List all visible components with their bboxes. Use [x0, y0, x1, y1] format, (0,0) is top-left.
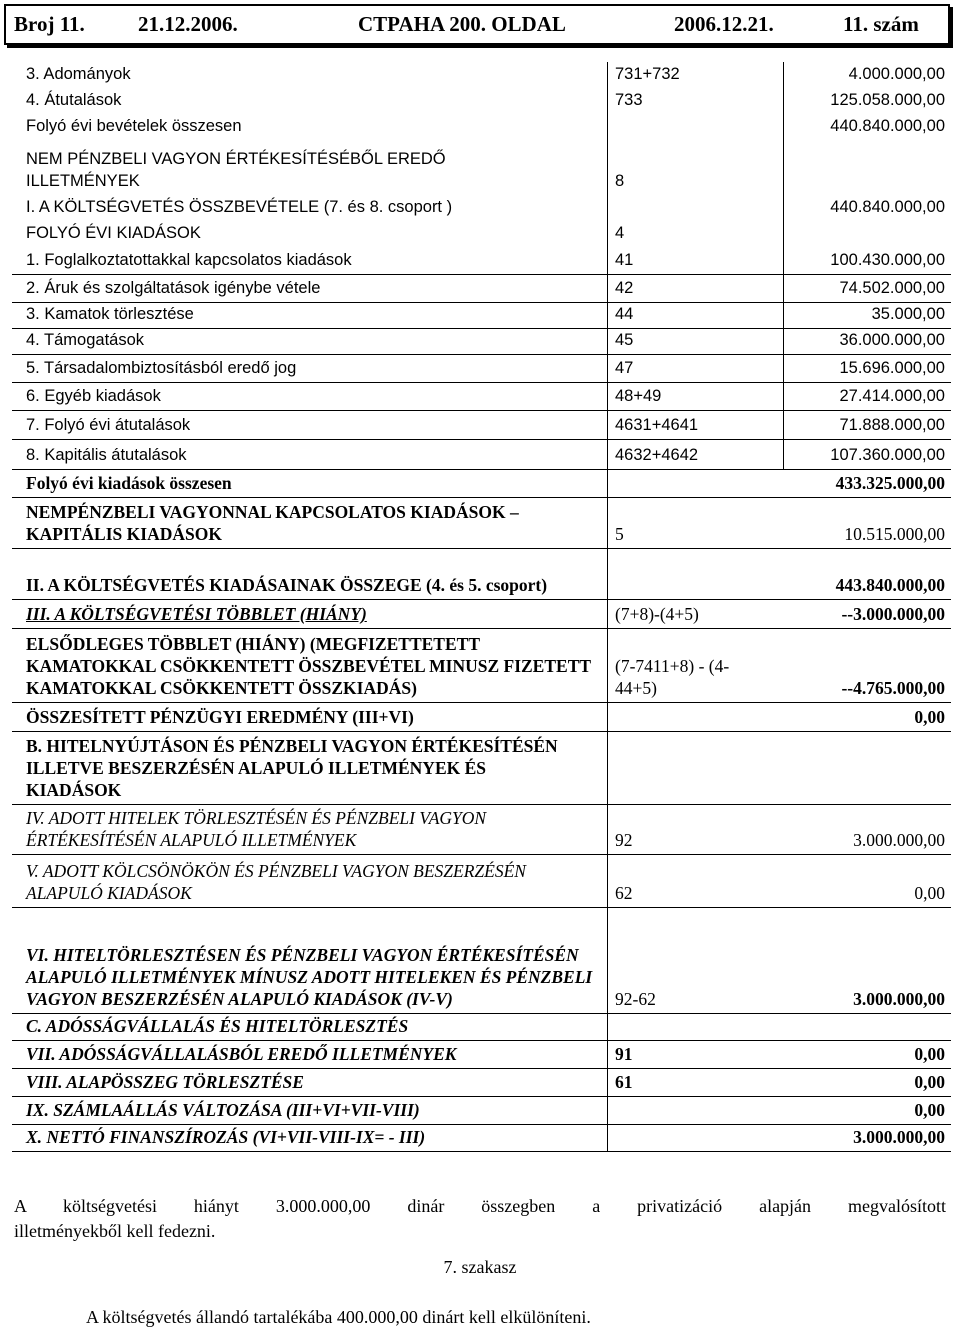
- deficit-paragraph: A költségvetési hiányt 3.000.000,00 dinár összegben a privatizáció alapján megvalósított: [14, 1196, 946, 1216]
- row-code: 61: [615, 1072, 633, 1092]
- row-label: NEMPÉNZBELI VAGYONNAL KAPCSOLATOS KIADÁSOK – KAPITÁLIS KIADÁSOK: [26, 502, 519, 544]
- row-label: 8. Kapitális átutalások: [26, 446, 187, 464]
- row-code: 42: [615, 279, 634, 297]
- row-label: 7. Folyó évi átutalások: [26, 416, 191, 434]
- row-code: 731+732: [615, 65, 680, 83]
- table-row: [12, 855, 951, 908]
- row-amount: 440.840.000,00: [830, 198, 945, 216]
- issue-number-hu: 11. szám: [843, 12, 919, 36]
- row-amount: 74.502.000,00: [839, 279, 945, 297]
- row-code: 41: [615, 251, 634, 269]
- row-label: X. NETTÓ FINANSZÍROZÁS (VI+VII-VIII-IX= - III): [26, 1127, 426, 1147]
- page-number: CTPAHA 200. OLDAL: [358, 12, 566, 36]
- table-row: [12, 247, 951, 275]
- table-row: [12, 629, 951, 703]
- row-label: 1. Foglalkoztatottakkal kapcsolatos kiadások: [26, 251, 352, 269]
- row-code: 44: [615, 305, 634, 323]
- reserve-paragraph: A költségvetés állandó tartalékába 400.000,00 dinárt kell elkülöníteni.: [86, 1307, 591, 1327]
- table-row: [12, 114, 951, 140]
- row-label: 4. Átutalások: [26, 91, 122, 109]
- row-code: 48+49: [615, 387, 662, 405]
- row-amount: 36.000.000,00: [839, 331, 945, 349]
- row-amount: 3.000.000,00: [853, 830, 945, 850]
- table-row: [12, 62, 951, 88]
- table-row: [12, 195, 951, 221]
- row-code: 5: [615, 524, 624, 544]
- row-amount: 3.000.000,00: [853, 1127, 945, 1147]
- row-amount: 107.360.000,00: [830, 446, 945, 464]
- row-amount: 125.058.000,00: [830, 91, 945, 109]
- row-code: (7-7411+8) - (4-44+5): [615, 656, 730, 698]
- row-amount: 10.515.000,00: [844, 524, 945, 544]
- row-amount: 0,00: [914, 1072, 945, 1092]
- row-code: 91: [615, 1044, 633, 1064]
- header-date-1: 21.12.2006.: [138, 12, 238, 36]
- row-code: 4631+4641: [615, 416, 699, 434]
- issue-number: Broj 11.: [14, 12, 85, 36]
- row-amount: 35.000,00: [871, 305, 945, 323]
- table-row: [12, 908, 951, 1014]
- row-label: 2. Áruk és szolgáltatások igénybe vétele: [26, 279, 321, 297]
- table-row: [12, 355, 951, 383]
- table-row: [12, 1014, 951, 1041]
- row-label: IV. ADOTT HITELEK TÖRLESZTÉSÉN ÉS PÉNZBELI VAGYON ÉRTÉKESÍTÉSÉN ALAPULÓ ILLETMÉNYEK: [26, 808, 487, 850]
- row-label: IX. SZÁMLAÁLLÁS VÁLTOZÁSA (III+VI+VII-VIII): [26, 1100, 420, 1120]
- table-row: [12, 470, 951, 498]
- row-amount: 433.325.000,00: [835, 473, 945, 493]
- row-code: 47: [615, 359, 634, 377]
- row-label: Folyó évi kiadások összesen: [26, 473, 232, 493]
- table-row: [12, 498, 951, 549]
- row-amount: --4.765.000,00: [841, 678, 945, 698]
- row-amount: 0,00: [914, 707, 945, 727]
- page-header: [4, 4, 950, 45]
- row-code: (7+8)-(4+5): [615, 604, 699, 624]
- row-code: 733: [615, 91, 643, 109]
- row-amount: 71.888.000,00: [839, 416, 945, 434]
- row-amount: 4.000.000,00: [848, 65, 945, 83]
- row-amount: 3.000.000,00: [853, 989, 945, 1009]
- table-row: [12, 440, 951, 470]
- row-amount: 15.696.000,00: [839, 359, 945, 377]
- row-code: 45: [615, 331, 634, 349]
- row-amount: 100.430.000,00: [830, 251, 945, 269]
- row-code: 8: [615, 172, 625, 190]
- table-row: [12, 303, 951, 329]
- table-row: [12, 140, 951, 195]
- row-amount: 0,00: [914, 1044, 945, 1064]
- row-label: VII. ADÓSSÁGVÁLLALÁSBÓL EREDŐ ILLETMÉNYEK: [26, 1044, 457, 1064]
- section-heading: 7. szakasz: [443, 1257, 517, 1277]
- row-label: I. A KÖLTSÉGVETÉS ÖSSZBEVÉTELE (7. és 8. csoport ): [26, 198, 453, 216]
- row-amount: 440.840.000,00: [830, 117, 945, 135]
- row-code: 92-62: [615, 989, 656, 1009]
- row-label: B. HITELNYÚJTÁSON ÉS PÉNZBELI VAGYON ÉRTÉKESÍTÉSÉN ILLETVE BESZERZÉSÉN ALAPULÓ ILLETMÉNYEK ÉS KIADÁSOK: [26, 736, 558, 800]
- table-row: [12, 221, 951, 247]
- header-date-2: 2006.12.21.: [674, 12, 774, 36]
- row-label: ÖSSZESÍTETT PÉNZÜGYI EREDMÉNY (III+VI): [26, 707, 414, 727]
- row-amount: 443.840.000,00: [835, 575, 945, 595]
- row-label: NEM PÉNZBELI VAGYON ÉRTÉKESÍTÉSÉBŐL EREDŐ ILLETMÉNYEK: [26, 150, 446, 190]
- row-label: Folyó évi bevételek összesen: [26, 117, 242, 135]
- row-amount: --3.000.000,00: [841, 604, 945, 624]
- table-row: [12, 1097, 951, 1125]
- row-amount: 27.414.000,00: [839, 387, 945, 405]
- table-row: [12, 1125, 951, 1152]
- table-row: [12, 1069, 951, 1097]
- row-code: 4: [615, 224, 625, 242]
- row-label: 4. Támogatások: [26, 331, 145, 349]
- row-label: 3. Adományok: [26, 65, 131, 83]
- table-row: [12, 600, 951, 629]
- table-row: [12, 549, 951, 600]
- budget-table: [12, 62, 951, 1152]
- table-row: [12, 383, 951, 411]
- row-label: III. A KÖLTSÉGVETÉSI TÖBBLET (HIÁNY): [26, 604, 367, 624]
- row-code: 4632+4642: [615, 446, 699, 464]
- table-row: [12, 703, 951, 732]
- row-label: VI. HITELTÖRLESZTÉSEN ÉS PÉNZBELI VAGYON ÉRTÉKESÍTÉSÉN ALAPULÓ ILLETMÉNYEK MÍNUSZ ADOTT HITELEKEN ÉS PÉNZBELI VAGYON BESZERZÉSÉN ALAPULÓ KIADÁSOK (IV-V): [26, 945, 593, 1009]
- row-label: ELSŐDLEGES TÖBBLET (HIÁNY) (MEGFIZETTETETT KAMATOKKAL CSÖKKENTETT ÖSSZBEVÉTEL MINUSZ FIZETETT KAMATOKKAL CSÖKKENTETT ÖSSZKIADÁS): [26, 634, 591, 698]
- row-label: 5. Társadalombiztosításból eredő jog: [26, 359, 297, 377]
- table-row: [12, 88, 951, 114]
- row-code: 62: [615, 883, 633, 903]
- row-label: FOLYÓ ÉVI KIADÁSOK: [26, 224, 201, 242]
- table-row: [12, 1041, 951, 1069]
- row-label: C. ADÓSSÁGVÁLLALÁS ÉS HITELTÖRLESZTÉS: [26, 1016, 409, 1036]
- deficit-paragraph-cont: illetményekből kell fedezni.: [14, 1221, 216, 1241]
- row-label: 3. Kamatok törlesztése: [26, 305, 194, 323]
- row-label: II. A KÖLTSÉGVETÉS KIADÁSAINAK ÖSSZEGE (4. és 5. csoport): [26, 575, 548, 595]
- row-label: V. ADOTT KÖLCSÖNÖKÖN ÉS PÉNZBELI VAGYON BESZERZÉSÉN ALAPULÓ KIADÁSOK: [26, 861, 526, 903]
- table-row: [12, 411, 951, 440]
- table-row: [12, 805, 951, 855]
- table-row: [12, 732, 951, 805]
- row-label: VIII. ALAPÖSSZEG TÖRLESZTÉSE: [26, 1072, 304, 1092]
- row-label: 6. Egyéb kiadások: [26, 387, 161, 405]
- table-row: [12, 329, 951, 355]
- table-row: [12, 275, 951, 303]
- row-amount: 0,00: [914, 1100, 945, 1120]
- row-amount: 0,00: [914, 883, 945, 903]
- row-code: 92: [615, 830, 633, 850]
